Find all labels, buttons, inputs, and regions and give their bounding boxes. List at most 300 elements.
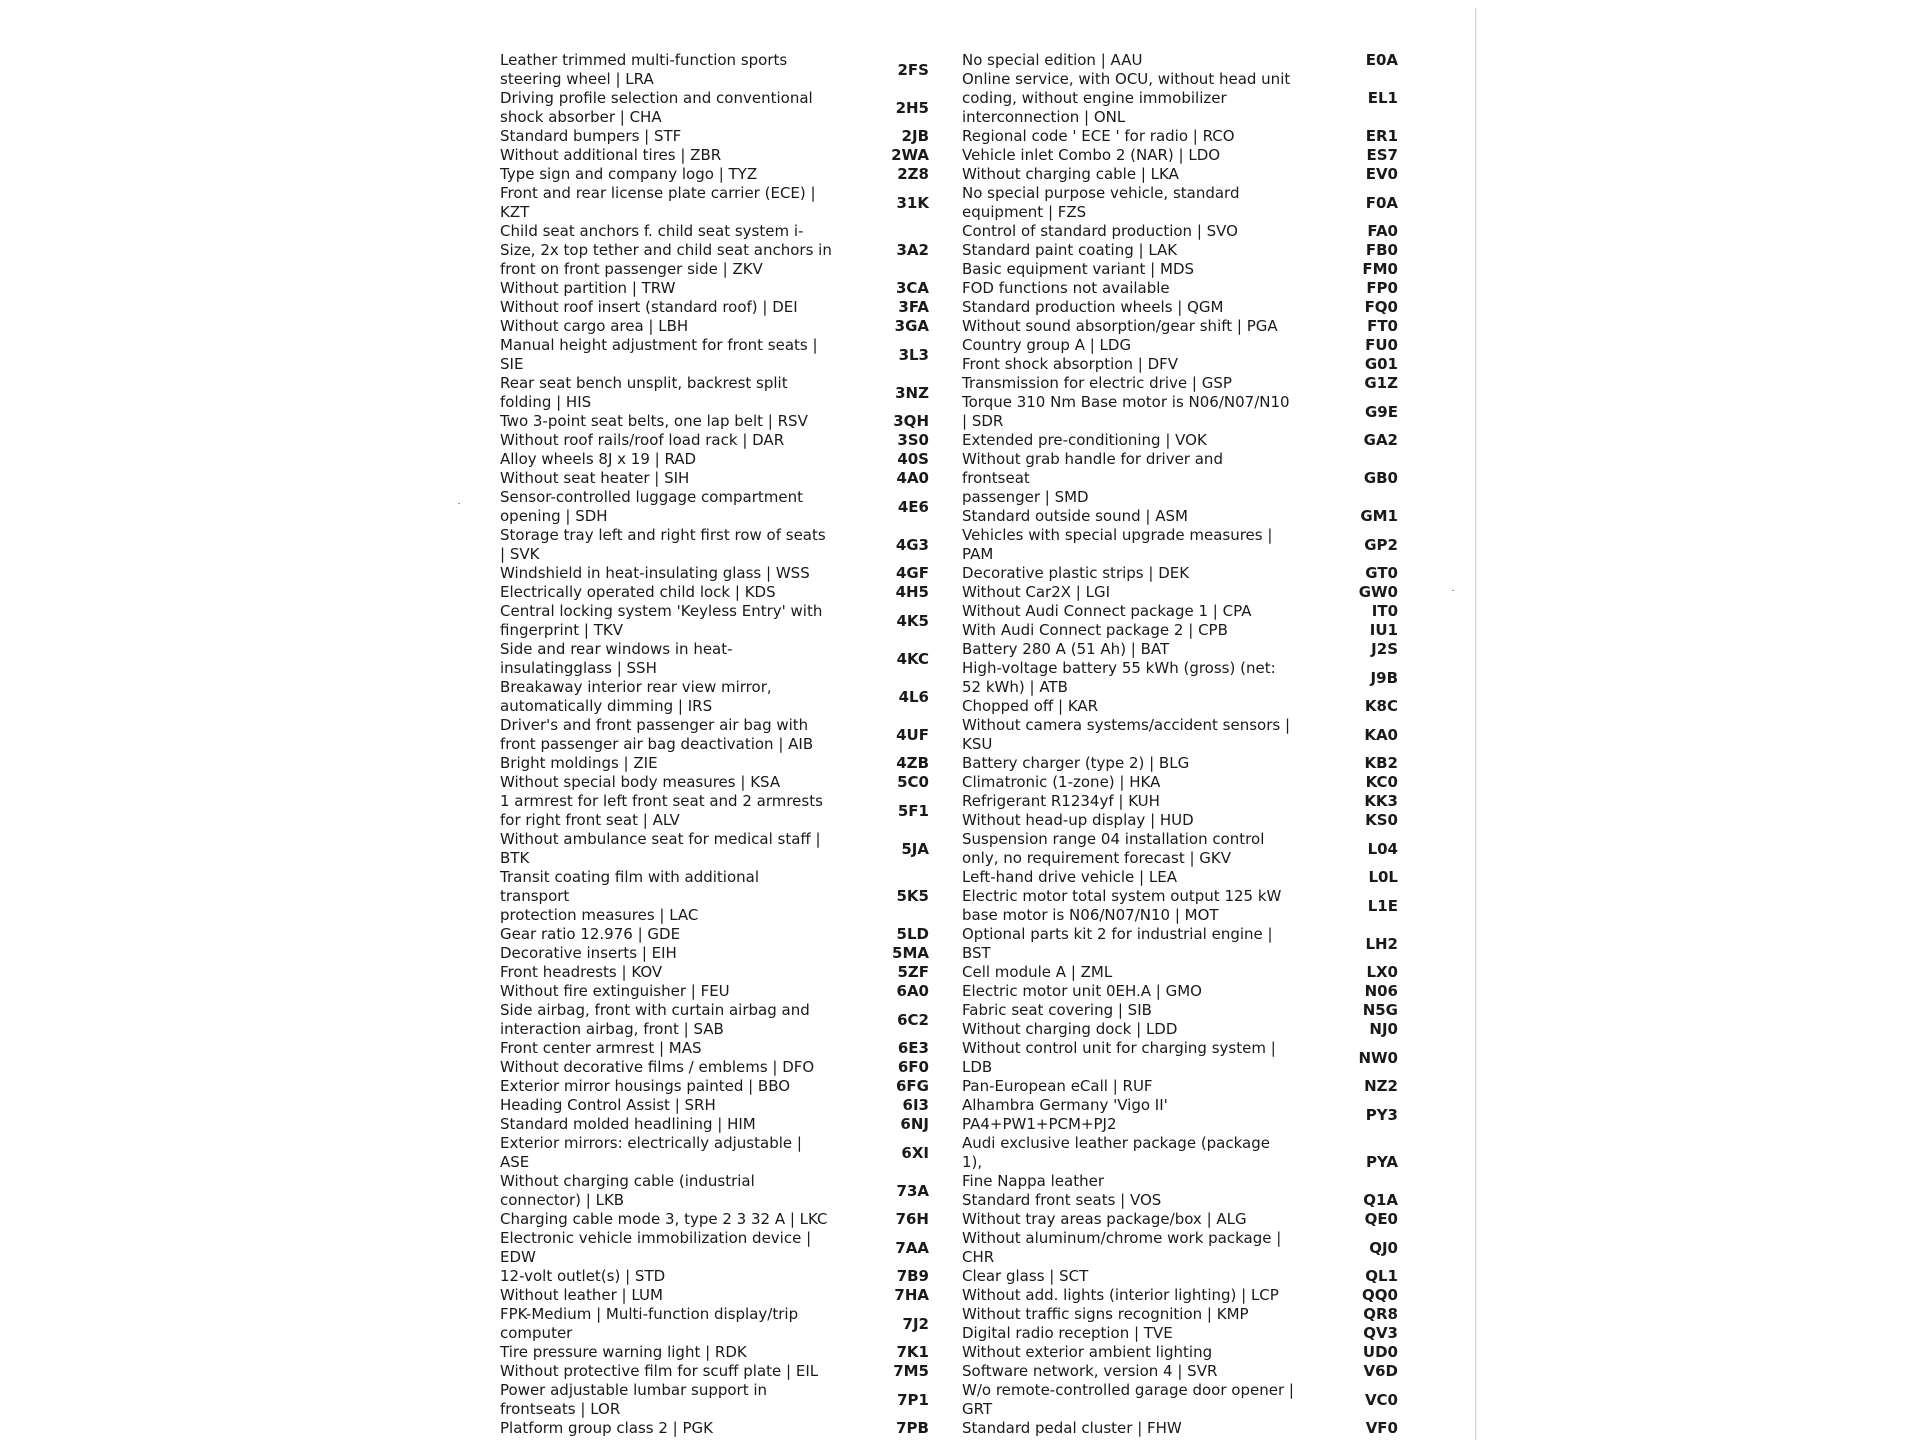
option-description: Control of standard production | SVO: [962, 222, 1238, 240]
option-row: [500, 1134, 930, 1172]
option-code: 5C0: [897, 773, 929, 791]
option-code: 3A2: [896, 241, 929, 259]
option-code: 40S: [897, 450, 929, 468]
option-list-right: [962, 51, 1402, 1438]
option-code: 4K5: [896, 611, 929, 630]
option-code: 4G3: [895, 535, 929, 554]
option-row: [962, 51, 1402, 70]
option-code: 5ZF: [897, 963, 929, 981]
option-description: Exterior mirror housings painted | BBO: [500, 1077, 791, 1095]
option-row: [500, 127, 930, 146]
option-code: 4H5: [895, 583, 929, 601]
option-code: J9B: [1370, 668, 1398, 687]
option-row: [962, 754, 1402, 773]
option-row: [962, 1191, 1402, 1210]
option-row: [500, 1172, 930, 1210]
option-row: [962, 260, 1402, 279]
option-description: Torque 310 Nm Base motor is N06/N07/N10 | SDR: [962, 393, 1290, 430]
option-row: [962, 792, 1402, 811]
option-description: Vehicles with special upgrade measures | PAM: [962, 526, 1273, 563]
option-code: 4ZB: [896, 754, 929, 772]
option-code: NZ2: [1364, 1077, 1398, 1095]
option-row: [962, 659, 1402, 697]
option-description: Central locking system 'Keyless Entry' with fingerprint | TKV: [500, 602, 823, 639]
option-code: FB0: [1365, 241, 1398, 259]
option-code: 7PB: [896, 1419, 929, 1437]
option-description: Driving profile selection and conventional shock absorber | CHA: [500, 89, 813, 126]
option-row: [962, 526, 1402, 564]
option-description: Online service, with OCU, without head unit coding, without engine immobilizer interconnection | ONL: [962, 70, 1291, 126]
option-code: KS0: [1365, 811, 1398, 829]
option-code: 76H: [895, 1210, 929, 1228]
option-description: Cell module A | ZML: [962, 963, 1113, 981]
option-description: Gear ratio 12.976 | GDE: [500, 925, 681, 943]
option-code: 7B9: [896, 1267, 929, 1285]
option-description: Front and rear license plate carrier (ECE) | KZT: [500, 184, 816, 221]
option-code: FQ0: [1364, 298, 1398, 316]
option-description: Electric motor unit 0EH.A | GMO: [962, 982, 1202, 1000]
option-row: [500, 1343, 930, 1362]
option-row: [500, 1267, 930, 1286]
option-row: [962, 640, 1402, 659]
option-code: VC0: [1364, 1390, 1398, 1409]
option-description: No special edition | AAU: [962, 51, 1143, 69]
option-description: Electric motor total system output 125 kW base motor is N06/N07/N10 | MOT: [962, 887, 1282, 924]
option-description: Power adjustable lumbar support in frontseats | LOR: [500, 1381, 768, 1418]
option-row: [500, 1115, 930, 1134]
option-description: Without traffic signs recognition | KMP: [962, 1305, 1249, 1323]
option-row: [962, 564, 1402, 583]
option-description: Software network, version 4 | SVR: [962, 1362, 1218, 1380]
option-description: Without charging dock | LDD: [962, 1020, 1178, 1038]
option-code: L04: [1367, 839, 1398, 858]
option-code: 7HA: [894, 1286, 929, 1304]
option-description: Without decorative films / emblems | DFO: [500, 1058, 815, 1076]
option-row: [962, 1343, 1402, 1362]
option-description: Leather trimmed multi-function sports steering wheel | LRA: [500, 51, 788, 88]
option-description: Standard production wheels | QGM: [962, 298, 1224, 316]
option-row: [962, 963, 1402, 982]
option-row: [500, 716, 930, 754]
option-row: [500, 602, 930, 640]
option-code: 3QH: [893, 412, 929, 430]
option-description: Without charging cable | LKA: [962, 165, 1179, 183]
option-code: E0A: [1365, 51, 1398, 69]
option-row: [962, 336, 1402, 355]
option-description: Without roof insert (standard roof) | DEI: [500, 298, 798, 316]
option-code: G01: [1364, 355, 1398, 373]
option-description: Refrigerant R1234yf | KUH: [962, 792, 1160, 810]
option-row: [500, 792, 930, 830]
option-row: [500, 374, 930, 412]
option-description: Transmission for electric drive | GSP: [962, 374, 1232, 392]
option-row: [962, 1362, 1402, 1381]
option-row: [962, 1001, 1402, 1020]
option-code: 7K1: [896, 1343, 929, 1361]
option-code: KC0: [1365, 773, 1398, 791]
option-row: [962, 393, 1402, 431]
option-row: [962, 241, 1402, 260]
option-code: 5JA: [901, 839, 929, 858]
option-row: [500, 1058, 930, 1077]
option-description: Battery 280 A (51 Ah) | BAT: [962, 640, 1170, 658]
option-code: 5LD: [896, 925, 929, 943]
option-description: Manual height adjustment for front seats | SIE: [500, 336, 818, 373]
option-description: High-voltage battery 55 kWh (gross) (net: 52 kWh) | ATB: [962, 659, 1276, 696]
option-description: Standard molded headlining | HIM: [500, 1115, 756, 1133]
option-list-left: [500, 51, 930, 1438]
option-row: [962, 1286, 1402, 1305]
option-description: Standard bumpers | STF: [500, 127, 682, 145]
option-code: 5MA: [892, 944, 929, 962]
option-code: 7P1: [897, 1390, 929, 1409]
option-row: [500, 336, 930, 374]
option-description: Without seat heater | SIH: [500, 469, 690, 487]
option-code: QL1: [1365, 1267, 1398, 1285]
option-description: Climatronic (1-zone) | HKA: [962, 773, 1161, 791]
option-description: Digital radio reception | TVE: [962, 1324, 1173, 1342]
option-description: Front shock absorption | DFV: [962, 355, 1179, 373]
option-code: 7M5: [893, 1362, 929, 1380]
option-row: [962, 431, 1402, 450]
option-description: No special purpose vehicle, standard equipment | FZS: [962, 184, 1240, 221]
option-code: 4L6: [898, 687, 929, 706]
option-code: 3L3: [898, 345, 929, 364]
option-description: Without sound absorption/gear shift | PGA: [962, 317, 1278, 335]
option-description: Without partition | TRW: [500, 279, 676, 297]
option-row: [500, 583, 930, 602]
option-description: Pan-European eCall | RUF: [962, 1077, 1153, 1095]
option-description: Windshield in heat-insulating glass | WSS: [500, 564, 810, 582]
option-row: [962, 1381, 1402, 1419]
option-row: [962, 773, 1402, 792]
option-row: [500, 488, 930, 526]
option-description: Without Car2X | LGI: [962, 583, 1111, 601]
option-code: ER1: [1365, 127, 1398, 145]
option-row: [500, 1419, 930, 1438]
option-row: [962, 1324, 1402, 1343]
option-code: VF0: [1365, 1419, 1398, 1437]
option-row: [962, 1210, 1402, 1229]
option-row: [962, 811, 1402, 830]
option-code: 6NJ: [900, 1115, 929, 1133]
option-code: PYA: [1365, 1153, 1398, 1171]
option-description: W/o remote-controlled garage door opener | GRT: [962, 1381, 1294, 1418]
option-description: Suspension range 04 installation control only, no requirement forecast | GKV: [962, 830, 1265, 867]
option-description: Country group A | LDG: [962, 336, 1132, 354]
option-description: Breakaway interior rear view mirror, automatically dimming | IRS: [500, 678, 772, 715]
option-description: 12-volt outlet(s) | STD: [500, 1267, 666, 1285]
option-code: EL1: [1367, 89, 1398, 107]
option-row: [500, 526, 930, 564]
option-code: QE0: [1364, 1210, 1398, 1228]
option-row: [500, 868, 930, 925]
option-description: Child seat anchors f. child seat system i- Size, 2x top tether and child seat anchors in front on front passenger side | ZKV: [500, 222, 832, 278]
option-description: 1 armrest for left front seat and 2 armrests for right front seat | ALV: [500, 792, 823, 829]
option-row: [500, 469, 930, 488]
scan-speck: [458, 503, 460, 504]
option-row: [962, 298, 1402, 317]
option-description: Two 3-point seat belts, one lap belt | RSV: [500, 412, 808, 430]
option-code: 6F0: [897, 1058, 929, 1076]
option-row: [500, 1096, 930, 1115]
option-row: [500, 450, 930, 469]
scan-speck: [1452, 590, 1454, 591]
option-code: 2JB: [901, 127, 929, 145]
option-code: V6D: [1363, 1362, 1398, 1380]
option-description: Front center armrest | MAS: [500, 1039, 702, 1057]
option-description: Optional parts kit 2 for industrial engine | BST: [962, 925, 1273, 962]
option-row: [500, 963, 930, 982]
option-code: QV3: [1363, 1324, 1398, 1342]
option-description: With Audi Connect package 2 | CPB: [962, 621, 1228, 639]
option-row: [500, 317, 930, 336]
option-code: 6XI: [901, 1143, 929, 1162]
option-row: [962, 621, 1402, 640]
option-code: GT0: [1365, 564, 1398, 582]
option-description: Regional code ' ECE ' for radio | RCO: [962, 127, 1235, 145]
option-code: 7AA: [895, 1238, 929, 1257]
option-description: Fabric seat covering | SIB: [962, 1001, 1152, 1019]
option-code: IT0: [1371, 602, 1398, 620]
option-description: Without control unit for charging system | LDB: [962, 1039, 1276, 1076]
option-description: Without roof rails/roof load rack | DAR: [500, 431, 785, 449]
option-row: [962, 602, 1402, 621]
option-code: ES7: [1366, 146, 1398, 164]
option-row: [500, 564, 930, 583]
option-code: 2H5: [895, 98, 929, 117]
option-description: Audi exclusive leather package (package 1), Fine Nappa leather: [962, 1134, 1270, 1190]
option-row: [500, 1001, 930, 1039]
option-code: 3NZ: [895, 383, 929, 402]
option-description: Heading Control Assist | SRH: [500, 1096, 716, 1114]
option-code: 31K: [896, 193, 929, 212]
option-description: Side and rear windows in heat- insulatingglass | SSH: [500, 640, 733, 677]
option-code: 6A0: [896, 982, 929, 1000]
option-row: [500, 165, 930, 184]
option-row: [500, 925, 930, 944]
option-description: Electrically operated child lock | KDS: [500, 583, 776, 601]
option-description: Without head-up display | HUD: [962, 811, 1194, 829]
option-row: [500, 431, 930, 450]
option-row: [962, 279, 1402, 298]
option-row: [962, 1096, 1402, 1134]
option-row: [500, 222, 930, 279]
option-code: 4UF: [896, 725, 929, 744]
option-row: [500, 773, 930, 792]
option-description: Without ambulance seat for medical staff | BTK: [500, 830, 821, 867]
option-row: [962, 982, 1402, 1001]
option-code: QQ0: [1362, 1286, 1398, 1304]
option-row: [500, 1077, 930, 1096]
option-code: J2S: [1371, 640, 1398, 658]
option-description: Front headrests | KOV: [500, 963, 663, 981]
option-row: [962, 887, 1402, 925]
option-code: 6E3: [897, 1039, 929, 1057]
option-description: Platform group class 2 | PGK: [500, 1419, 714, 1437]
option-description: Electronic vehicle immobilization device | EDW: [500, 1229, 812, 1266]
option-row: [962, 1020, 1402, 1039]
option-code: GA2: [1363, 431, 1398, 449]
option-code: 4GF: [896, 564, 929, 582]
option-row: [500, 830, 930, 868]
option-code: LH2: [1365, 934, 1398, 953]
option-code: FM0: [1362, 260, 1398, 278]
option-row: [962, 184, 1402, 222]
option-row: [500, 412, 930, 431]
option-code: NJ0: [1369, 1020, 1398, 1038]
option-description: Without tray areas package/box | ALG: [962, 1210, 1247, 1228]
option-code: GP2: [1364, 535, 1398, 554]
option-row: [962, 716, 1402, 754]
option-row: [962, 374, 1402, 393]
option-code: N5G: [1362, 1001, 1398, 1019]
option-description: Tire pressure warning light | RDK: [500, 1343, 747, 1361]
option-row: [500, 944, 930, 963]
option-code: FU0: [1365, 336, 1398, 354]
option-description: Without exterior ambient lighting: [962, 1343, 1213, 1361]
option-description: Vehicle inlet Combo 2 (NAR) | LDO: [962, 146, 1221, 164]
option-row: [962, 507, 1402, 526]
option-row: [500, 640, 930, 678]
option-row: [962, 222, 1402, 241]
option-code: LX0: [1366, 963, 1398, 981]
option-code: GW0: [1358, 583, 1398, 601]
option-row: [500, 1039, 930, 1058]
option-description: Charging cable mode 3, type 2 3 32 A | LKC: [500, 1210, 828, 1228]
option-description: Side airbag, front with curtain airbag and interaction airbag, front | SAB: [500, 1001, 810, 1038]
option-code: 4KC: [896, 649, 929, 668]
option-row: [500, 184, 930, 222]
option-code: PY3: [1365, 1105, 1398, 1124]
option-description: Chopped off | KAR: [962, 697, 1099, 715]
option-code: 6I3: [902, 1096, 929, 1114]
option-row: [500, 1305, 930, 1343]
option-code: KB2: [1364, 754, 1398, 772]
option-description: Decorative inserts | EIH: [500, 944, 677, 962]
option-code: FP0: [1366, 279, 1398, 297]
option-code: 2Z8: [897, 165, 929, 183]
option-row: [962, 925, 1402, 963]
option-code: 3GA: [894, 317, 929, 335]
option-row: [962, 868, 1402, 887]
option-code: 2WA: [891, 146, 929, 164]
option-description: Left-hand drive vehicle | LEA: [962, 868, 1177, 886]
option-description: Standard front seats | VOS: [962, 1191, 1162, 1209]
option-code: N06: [1364, 982, 1398, 1000]
option-row: [962, 70, 1402, 127]
option-description: Without additional tires | ZBR: [500, 146, 722, 164]
option-row: [962, 146, 1402, 165]
option-description: Without aluminum/chrome work package | CHR: [962, 1229, 1282, 1266]
option-row: [962, 1419, 1402, 1438]
option-row: [962, 450, 1402, 507]
option-row: [962, 1134, 1402, 1191]
option-description: Without charging cable (industrial connector) | LKB: [500, 1172, 755, 1209]
option-row: [500, 89, 930, 127]
option-description: Without leather | LUM: [500, 1286, 663, 1304]
option-description: Driver's and front passenger air bag with front passenger air bag deactivation | AIB: [500, 716, 814, 753]
option-code: L1E: [1367, 896, 1398, 915]
option-description: Standard outside sound | ASM: [962, 507, 1188, 525]
option-code: 4A0: [896, 469, 929, 487]
option-description: Basic equipment variant | MDS: [962, 260, 1195, 278]
option-description: Standard pedal cluster | FHW: [962, 1419, 1182, 1437]
option-row: [500, 298, 930, 317]
option-code: Q1A: [1363, 1191, 1398, 1209]
option-description: Storage tray left and right first row of seats | SVK: [500, 526, 826, 563]
option-row: [500, 1286, 930, 1305]
option-code: 4E6: [897, 497, 929, 516]
option-row: [500, 51, 930, 89]
option-code: L0L: [1368, 868, 1398, 886]
option-code: 3S0: [897, 431, 929, 449]
option-description: Clear glass | SCT: [962, 1267, 1089, 1285]
option-row: [500, 1210, 930, 1229]
option-description: Alloy wheels 8J x 19 | RAD: [500, 450, 697, 468]
option-code: G9E: [1365, 402, 1398, 421]
option-code: 73A: [896, 1181, 929, 1200]
option-code: QR8: [1363, 1305, 1398, 1323]
option-row: [962, 1229, 1402, 1267]
option-description: Without protective film for scuff plate | EIL: [500, 1362, 819, 1380]
option-code: FA0: [1367, 222, 1398, 240]
option-description: FPK-Medium | Multi-function display/trip computer: [500, 1305, 799, 1342]
option-description: Without grab handle for driver and frontseat passenger | SMD: [962, 450, 1223, 506]
option-row: [500, 678, 930, 716]
option-row: [962, 1039, 1402, 1077]
option-row: [962, 355, 1402, 374]
option-code: 5F1: [897, 801, 929, 820]
option-code: NW0: [1358, 1048, 1398, 1067]
option-row: [500, 146, 930, 165]
option-code: GM1: [1360, 507, 1398, 525]
option-row: [962, 1077, 1402, 1096]
option-description: FOD functions not available: [962, 279, 1170, 297]
option-code: QJ0: [1369, 1238, 1398, 1257]
option-description: Bright moldings | ZIE: [500, 754, 658, 772]
option-description: Without Audi Connect package 1 | CPA: [962, 602, 1252, 620]
option-code: 6C2: [897, 1010, 929, 1029]
option-code: 5K5: [896, 887, 929, 905]
option-code: 6FG: [896, 1077, 929, 1095]
option-description: Extended pre-conditioning | VOK: [962, 431, 1207, 449]
option-code: K8C: [1364, 697, 1398, 715]
option-code: KA0: [1364, 725, 1398, 744]
option-row: [962, 830, 1402, 868]
option-description: Battery charger (type 2) | BLG: [962, 754, 1190, 772]
option-description: Sensor-controlled luggage compartment opening | SDH: [500, 488, 804, 525]
option-code: 3CA: [895, 279, 929, 297]
option-description: Exterior mirrors: electrically adjustable | ASE: [500, 1134, 802, 1171]
option-description: Decorative plastic strips | DEK: [962, 564, 1190, 582]
option-description: Without special body measures | KSA: [500, 773, 781, 791]
option-code: 3FA: [898, 298, 929, 316]
option-code: FT0: [1367, 317, 1398, 335]
option-description: Without add. lights (interior lighting) | LCP: [962, 1286, 1279, 1304]
option-code: EV0: [1365, 165, 1398, 183]
option-code: UD0: [1362, 1343, 1398, 1361]
option-code: GB0: [1363, 469, 1398, 487]
option-description: Rear seat bench unsplit, backrest split folding | HIS: [500, 374, 788, 411]
option-row: [500, 982, 930, 1001]
option-code: G1Z: [1364, 374, 1398, 392]
option-row: [962, 1267, 1402, 1286]
option-code: F0A: [1365, 193, 1398, 212]
option-description: Without camera systems/accident sensors | KSU: [962, 716, 1291, 753]
option-code: 7J2: [902, 1314, 929, 1333]
option-row: [962, 127, 1402, 146]
